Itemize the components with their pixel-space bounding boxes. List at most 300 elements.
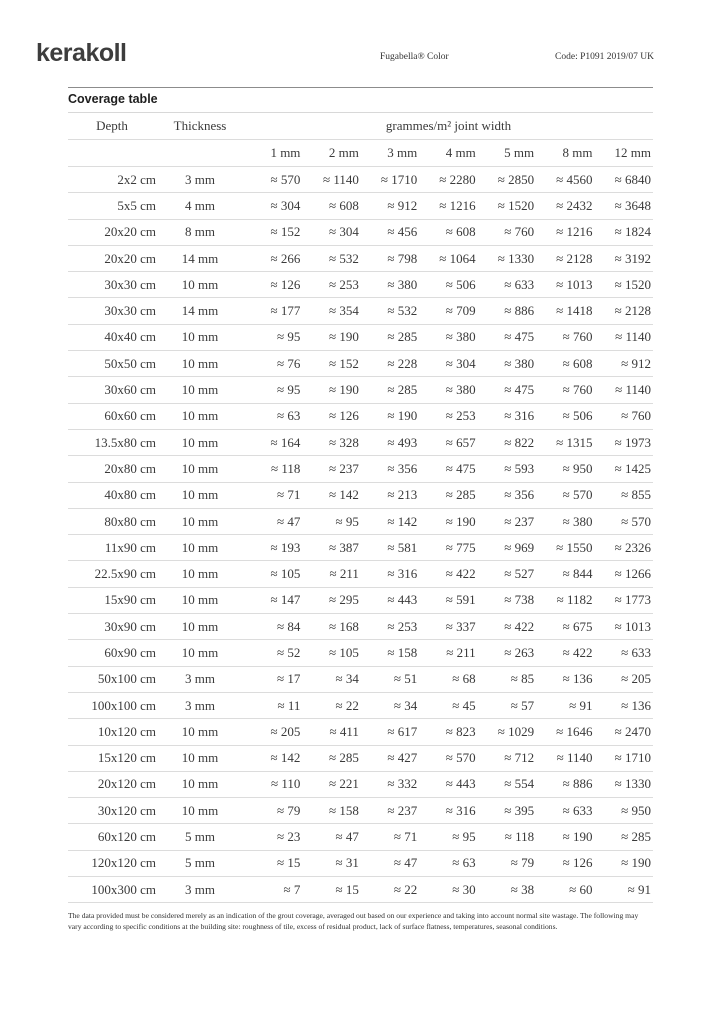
cell-value: ≈ 84 — [244, 614, 302, 640]
cell-value: ≈ 7 — [244, 877, 302, 903]
cell-thickness: 10 mm — [156, 456, 244, 482]
cell-value: ≈ 31 — [302, 850, 360, 876]
cell-value: ≈ 354 — [302, 298, 360, 324]
cell-value: ≈ 1520 — [478, 193, 536, 219]
cell-value: ≈ 190 — [302, 324, 360, 350]
cell-value: ≈ 152 — [244, 219, 302, 245]
cell-value: ≈ 60 — [536, 877, 594, 903]
cell-value: ≈ 822 — [478, 429, 536, 455]
cell-value: ≈ 47 — [302, 824, 360, 850]
table-row — [68, 824, 653, 850]
cell-value: ≈ 253 — [419, 403, 477, 429]
cell-thickness: 3 mm — [156, 692, 244, 718]
cell-value: ≈ 356 — [361, 456, 419, 482]
cell-thickness: 10 mm — [156, 771, 244, 797]
table-row — [68, 587, 653, 613]
cell-value: ≈ 213 — [361, 482, 419, 508]
cell-value: ≈ 443 — [419, 771, 477, 797]
cell-depth: 20x120 cm — [68, 771, 156, 797]
cell-thickness: 8 mm — [156, 219, 244, 245]
table-row — [68, 403, 653, 429]
cell-thickness: 10 mm — [156, 561, 244, 587]
cell-value: ≈ 304 — [419, 351, 477, 377]
cell-value: ≈ 2128 — [536, 245, 594, 271]
cell-value: ≈ 237 — [478, 508, 536, 534]
cell-value: ≈ 570 — [419, 745, 477, 771]
cell-value: ≈ 263 — [478, 640, 536, 666]
table-row — [68, 193, 653, 219]
cell-value: ≈ 38 — [478, 877, 536, 903]
cell-thickness: 10 mm — [156, 351, 244, 377]
cell-value: ≈ 570 — [244, 167, 302, 193]
cell-value: ≈ 57 — [478, 692, 536, 718]
cell-value: ≈ 34 — [361, 692, 419, 718]
cell-value: ≈ 1182 — [536, 587, 594, 613]
cell-value: ≈ 105 — [302, 640, 360, 666]
cell-value: ≈ 285 — [361, 377, 419, 403]
cell-value: ≈ 332 — [361, 771, 419, 797]
cell-value: ≈ 912 — [595, 351, 653, 377]
cell-value: ≈ 2280 — [419, 167, 477, 193]
table-row — [68, 535, 653, 561]
cell-value: ≈ 581 — [361, 535, 419, 561]
table-row — [68, 692, 653, 718]
cell-value: ≈ 15 — [302, 877, 360, 903]
cell-value: ≈ 285 — [419, 482, 477, 508]
cell-value: ≈ 608 — [302, 193, 360, 219]
cell-value: ≈ 387 — [302, 535, 360, 561]
cell-value: ≈ 657 — [419, 429, 477, 455]
cell-value: ≈ 11 — [244, 692, 302, 718]
column-header-depth: Depth — [68, 113, 156, 140]
cell-value: ≈ 506 — [419, 272, 477, 298]
cell-value: ≈ 912 — [361, 193, 419, 219]
cell-thickness: 10 mm — [156, 482, 244, 508]
cell-thickness: 10 mm — [156, 640, 244, 666]
cell-value: ≈ 158 — [302, 798, 360, 824]
cell-thickness: 14 mm — [156, 298, 244, 324]
cell-thickness: 10 mm — [156, 798, 244, 824]
joint-width-header-row — [68, 140, 653, 167]
cell-value: ≈ 79 — [478, 850, 536, 876]
cell-value: ≈ 1266 — [595, 561, 653, 587]
cell-value: ≈ 30 — [419, 877, 477, 903]
cell-value: ≈ 68 — [419, 666, 477, 692]
table-row — [68, 877, 653, 903]
header-spacer — [156, 140, 244, 167]
cell-value: ≈ 475 — [419, 456, 477, 482]
cell-value: ≈ 1013 — [595, 614, 653, 640]
coverage-table-body — [68, 167, 653, 903]
cell-value: ≈ 886 — [478, 298, 536, 324]
cell-value: ≈ 1140 — [302, 167, 360, 193]
cell-value: ≈ 1550 — [536, 535, 594, 561]
table-row — [68, 324, 653, 350]
cell-value: ≈ 63 — [244, 403, 302, 429]
cell-value: ≈ 47 — [361, 850, 419, 876]
cell-value: ≈ 177 — [244, 298, 302, 324]
cell-thickness: 3 mm — [156, 666, 244, 692]
cell-depth: 100x100 cm — [68, 692, 156, 718]
cell-value: ≈ 193 — [244, 535, 302, 561]
cell-value: ≈ 554 — [478, 771, 536, 797]
table-row — [68, 640, 653, 666]
cell-value: ≈ 738 — [478, 587, 536, 613]
coverage-section — [68, 87, 653, 932]
cell-value: ≈ 527 — [478, 561, 536, 587]
cell-thickness: 4 mm — [156, 193, 244, 219]
cell-value: ≈ 110 — [244, 771, 302, 797]
cell-depth: 30x30 cm — [68, 272, 156, 298]
cell-value: ≈ 617 — [361, 719, 419, 745]
cell-value: ≈ 593 — [478, 456, 536, 482]
cell-value: ≈ 1140 — [536, 745, 594, 771]
table-row — [68, 771, 653, 797]
cell-value: ≈ 118 — [478, 824, 536, 850]
cell-value: ≈ 253 — [361, 614, 419, 640]
cell-value: ≈ 1418 — [536, 298, 594, 324]
cell-value: ≈ 760 — [536, 377, 594, 403]
cell-value: ≈ 152 — [302, 351, 360, 377]
cell-value: ≈ 493 — [361, 429, 419, 455]
cell-thickness: 5 mm — [156, 824, 244, 850]
cell-value: ≈ 304 — [244, 193, 302, 219]
cell-value: ≈ 422 — [419, 561, 477, 587]
footnote: The data provided must be considered merely as an indication of the grout coverage, averaged out based on our experience and taking into account normal site wastage. The following may vary according to specific conditions at the building site: roughness of tile, excess of residual product, lack of surface flatness, temperatures, seasonal conditions. — [68, 911, 639, 931]
cell-depth: 30x30 cm — [68, 298, 156, 324]
cell-value: ≈ 71 — [361, 824, 419, 850]
cell-value: ≈ 356 — [478, 482, 536, 508]
cell-value: ≈ 190 — [536, 824, 594, 850]
cell-value: ≈ 126 — [244, 272, 302, 298]
column-header-4mm: 4 mm — [419, 140, 477, 167]
cell-value: ≈ 91 — [536, 692, 594, 718]
cell-value: ≈ 168 — [302, 614, 360, 640]
cell-value: ≈ 45 — [419, 692, 477, 718]
cell-value: ≈ 142 — [361, 508, 419, 534]
cell-value: ≈ 1013 — [536, 272, 594, 298]
cell-value: ≈ 633 — [536, 798, 594, 824]
cell-depth: 15x90 cm — [68, 587, 156, 613]
cell-thickness: 10 mm — [156, 403, 244, 429]
cell-value: ≈ 295 — [302, 587, 360, 613]
cell-value: ≈ 51 — [361, 666, 419, 692]
cell-value: ≈ 2128 — [595, 298, 653, 324]
cell-thickness: 5 mm — [156, 850, 244, 876]
cell-value: ≈ 1140 — [595, 377, 653, 403]
cell-value: ≈ 91 — [595, 877, 653, 903]
cell-value: ≈ 118 — [244, 456, 302, 482]
cell-value: ≈ 950 — [595, 798, 653, 824]
cell-value: ≈ 633 — [478, 272, 536, 298]
table-row — [68, 245, 653, 271]
cell-value: ≈ 328 — [302, 429, 360, 455]
cell-value: ≈ 142 — [244, 745, 302, 771]
cell-value: ≈ 190 — [302, 377, 360, 403]
cell-value: ≈ 205 — [244, 719, 302, 745]
cell-value: ≈ 380 — [478, 351, 536, 377]
cell-value: ≈ 34 — [302, 666, 360, 692]
cell-value: ≈ 1710 — [361, 167, 419, 193]
cell-depth: 20x20 cm — [68, 245, 156, 271]
cell-value: ≈ 2326 — [595, 535, 653, 561]
table-row — [68, 429, 653, 455]
cell-value: ≈ 15 — [244, 850, 302, 876]
cell-thickness: 10 mm — [156, 535, 244, 561]
cell-value: ≈ 1710 — [595, 745, 653, 771]
cell-depth: 30x90 cm — [68, 614, 156, 640]
cell-value: ≈ 126 — [302, 403, 360, 429]
cell-value: ≈ 2470 — [595, 719, 653, 745]
column-header-5mm: 5 mm — [478, 140, 536, 167]
cell-value: ≈ 147 — [244, 587, 302, 613]
document-code: Code: P1091 2019/07 UK — [555, 52, 654, 62]
cell-value: ≈ 456 — [361, 219, 419, 245]
cell-value: ≈ 591 — [419, 587, 477, 613]
column-header-2mm: 2 mm — [302, 140, 360, 167]
cell-value: ≈ 608 — [419, 219, 477, 245]
table-header — [68, 113, 653, 167]
cell-value: ≈ 22 — [361, 877, 419, 903]
cell-value: ≈ 395 — [478, 798, 536, 824]
cell-depth: 120x120 cm — [68, 850, 156, 876]
table-row — [68, 167, 653, 193]
cell-value: ≈ 47 — [244, 508, 302, 534]
kerakoll-logo: kerakoll — [36, 39, 127, 67]
cell-value: ≈ 475 — [478, 377, 536, 403]
cell-value: ≈ 1646 — [536, 719, 594, 745]
cell-value: ≈ 570 — [536, 482, 594, 508]
cell-value: ≈ 1330 — [478, 245, 536, 271]
cell-value: ≈ 886 — [536, 771, 594, 797]
table-row — [68, 561, 653, 587]
cell-thickness: 10 mm — [156, 745, 244, 771]
cell-value: ≈ 1140 — [595, 324, 653, 350]
cell-depth: 15x120 cm — [68, 745, 156, 771]
table-row — [68, 719, 653, 745]
column-header-1mm: 1 mm — [244, 140, 302, 167]
cell-depth: 60x60 cm — [68, 403, 156, 429]
cell-value: ≈ 304 — [302, 219, 360, 245]
cell-value: ≈ 532 — [361, 298, 419, 324]
table-row — [68, 272, 653, 298]
cell-depth: 50x100 cm — [68, 666, 156, 692]
cell-value: ≈ 71 — [244, 482, 302, 508]
cell-thickness: 10 mm — [156, 614, 244, 640]
cell-value: ≈ 4560 — [536, 167, 594, 193]
cell-value: ≈ 316 — [419, 798, 477, 824]
cell-value: ≈ 1520 — [595, 272, 653, 298]
table-row — [68, 745, 653, 771]
cell-value: ≈ 633 — [595, 640, 653, 666]
cell-value: ≈ 190 — [595, 850, 653, 876]
cell-value: ≈ 95 — [419, 824, 477, 850]
table-row — [68, 508, 653, 534]
cell-thickness: 10 mm — [156, 324, 244, 350]
cell-depth: 30x60 cm — [68, 377, 156, 403]
cell-thickness: 10 mm — [156, 272, 244, 298]
cell-depth: 13.5x80 cm — [68, 429, 156, 455]
cell-value: ≈ 1330 — [595, 771, 653, 797]
cell-value: ≈ 237 — [302, 456, 360, 482]
cell-value: ≈ 1315 — [536, 429, 594, 455]
cell-value: ≈ 1425 — [595, 456, 653, 482]
cell-value: ≈ 2432 — [536, 193, 594, 219]
cell-value: ≈ 475 — [478, 324, 536, 350]
cell-value: ≈ 380 — [419, 324, 477, 350]
cell-depth: 40x40 cm — [68, 324, 156, 350]
table-row — [68, 377, 653, 403]
cell-value: ≈ 506 — [536, 403, 594, 429]
cell-value: ≈ 1216 — [419, 193, 477, 219]
cell-thickness: 10 mm — [156, 377, 244, 403]
table-row — [68, 614, 653, 640]
cell-depth: 30x120 cm — [68, 798, 156, 824]
cell-depth: 22.5x90 cm — [68, 561, 156, 587]
cell-value: ≈ 316 — [361, 561, 419, 587]
coverage-table — [68, 113, 653, 903]
cell-value: ≈ 22 — [302, 692, 360, 718]
cell-value: ≈ 760 — [595, 403, 653, 429]
cell-value: ≈ 76 — [244, 351, 302, 377]
cell-value: ≈ 675 — [536, 614, 594, 640]
cell-value: ≈ 95 — [244, 377, 302, 403]
cell-value: ≈ 95 — [244, 324, 302, 350]
cell-value: ≈ 1824 — [595, 219, 653, 245]
table-row — [68, 351, 653, 377]
table-row — [68, 666, 653, 692]
cell-depth: 100x300 cm — [68, 877, 156, 903]
cell-value: ≈ 823 — [419, 719, 477, 745]
table-header-row — [68, 113, 653, 140]
cell-value: ≈ 23 — [244, 824, 302, 850]
cell-value: ≈ 316 — [478, 403, 536, 429]
cell-value: ≈ 608 — [536, 351, 594, 377]
cell-value: ≈ 2850 — [478, 167, 536, 193]
cell-value: ≈ 164 — [244, 429, 302, 455]
cell-value: ≈ 570 — [595, 508, 653, 534]
cell-value: ≈ 136 — [595, 692, 653, 718]
cell-value: ≈ 411 — [302, 719, 360, 745]
cell-value: ≈ 422 — [536, 640, 594, 666]
cell-depth: 50x50 cm — [68, 351, 156, 377]
cell-depth: 10x120 cm — [68, 719, 156, 745]
cell-value: ≈ 380 — [419, 377, 477, 403]
cell-value: ≈ 105 — [244, 561, 302, 587]
header-spacer — [68, 140, 156, 167]
table-row — [68, 850, 653, 876]
cell-thickness: 10 mm — [156, 508, 244, 534]
column-group-header-joint-width: grammes/m² joint width — [244, 113, 653, 140]
cell-value: ≈ 1773 — [595, 587, 653, 613]
cell-value: ≈ 6840 — [595, 167, 653, 193]
product-name: Fugabella® Color — [380, 52, 449, 62]
cell-value: ≈ 158 — [361, 640, 419, 666]
cell-depth: 11x90 cm — [68, 535, 156, 561]
table-row — [68, 298, 653, 324]
cell-value: ≈ 52 — [244, 640, 302, 666]
column-header-thickness: Thickness — [156, 113, 244, 140]
cell-depth: 20x80 cm — [68, 456, 156, 482]
cell-value: ≈ 855 — [595, 482, 653, 508]
cell-depth: 60x120 cm — [68, 824, 156, 850]
cell-value: ≈ 969 — [478, 535, 536, 561]
cell-value: ≈ 3648 — [595, 193, 653, 219]
cell-value: ≈ 712 — [478, 745, 536, 771]
cell-thickness: 3 mm — [156, 877, 244, 903]
cell-value: ≈ 1216 — [536, 219, 594, 245]
cell-value: ≈ 237 — [361, 798, 419, 824]
column-header-12mm: 12 mm — [595, 140, 653, 167]
cell-value: ≈ 337 — [419, 614, 477, 640]
cell-value: ≈ 221 — [302, 771, 360, 797]
cell-value: ≈ 126 — [536, 850, 594, 876]
cell-depth: 5x5 cm — [68, 193, 156, 219]
cell-value: ≈ 3192 — [595, 245, 653, 271]
cell-value: ≈ 211 — [302, 561, 360, 587]
cell-depth: 80x80 cm — [68, 508, 156, 534]
cell-value: ≈ 205 — [595, 666, 653, 692]
table-row — [68, 219, 653, 245]
cell-value: ≈ 775 — [419, 535, 477, 561]
cell-value: ≈ 190 — [361, 403, 419, 429]
cell-value: ≈ 422 — [478, 614, 536, 640]
cell-value: ≈ 17 — [244, 666, 302, 692]
cell-value: ≈ 760 — [478, 219, 536, 245]
cell-value: ≈ 228 — [361, 351, 419, 377]
cell-depth: 2x2 cm — [68, 167, 156, 193]
table-row — [68, 482, 653, 508]
cell-value: ≈ 950 — [536, 456, 594, 482]
cell-value: ≈ 380 — [536, 508, 594, 534]
cell-value: ≈ 1064 — [419, 245, 477, 271]
cell-value: ≈ 79 — [244, 798, 302, 824]
cell-value: ≈ 1973 — [595, 429, 653, 455]
cell-value: ≈ 760 — [536, 324, 594, 350]
cell-value: ≈ 427 — [361, 745, 419, 771]
cell-value: ≈ 844 — [536, 561, 594, 587]
table-row — [68, 798, 653, 824]
cell-value: ≈ 85 — [478, 666, 536, 692]
cell-value: ≈ 709 — [419, 298, 477, 324]
column-header-3mm: 3 mm — [361, 140, 419, 167]
cell-value: ≈ 285 — [361, 324, 419, 350]
cell-value: ≈ 1029 — [478, 719, 536, 745]
cell-value: ≈ 285 — [595, 824, 653, 850]
cell-thickness: 10 mm — [156, 719, 244, 745]
cell-value: ≈ 95 — [302, 508, 360, 534]
cell-thickness: 10 mm — [156, 587, 244, 613]
column-header-8mm: 8 mm — [536, 140, 594, 167]
cell-thickness: 3 mm — [156, 167, 244, 193]
cell-depth: 60x90 cm — [68, 640, 156, 666]
table-row — [68, 456, 653, 482]
section-title: Coverage table — [68, 87, 653, 113]
cell-value: ≈ 266 — [244, 245, 302, 271]
cell-value: ≈ 380 — [361, 272, 419, 298]
cell-value: ≈ 136 — [536, 666, 594, 692]
cell-depth: 20x20 cm — [68, 219, 156, 245]
cell-value: ≈ 798 — [361, 245, 419, 271]
cell-thickness: 14 mm — [156, 245, 244, 271]
cell-value: ≈ 285 — [302, 745, 360, 771]
cell-thickness: 10 mm — [156, 429, 244, 455]
cell-value: ≈ 190 — [419, 508, 477, 534]
cell-value: ≈ 211 — [419, 640, 477, 666]
cell-value: ≈ 532 — [302, 245, 360, 271]
cell-value: ≈ 443 — [361, 587, 419, 613]
cell-value: ≈ 142 — [302, 482, 360, 508]
